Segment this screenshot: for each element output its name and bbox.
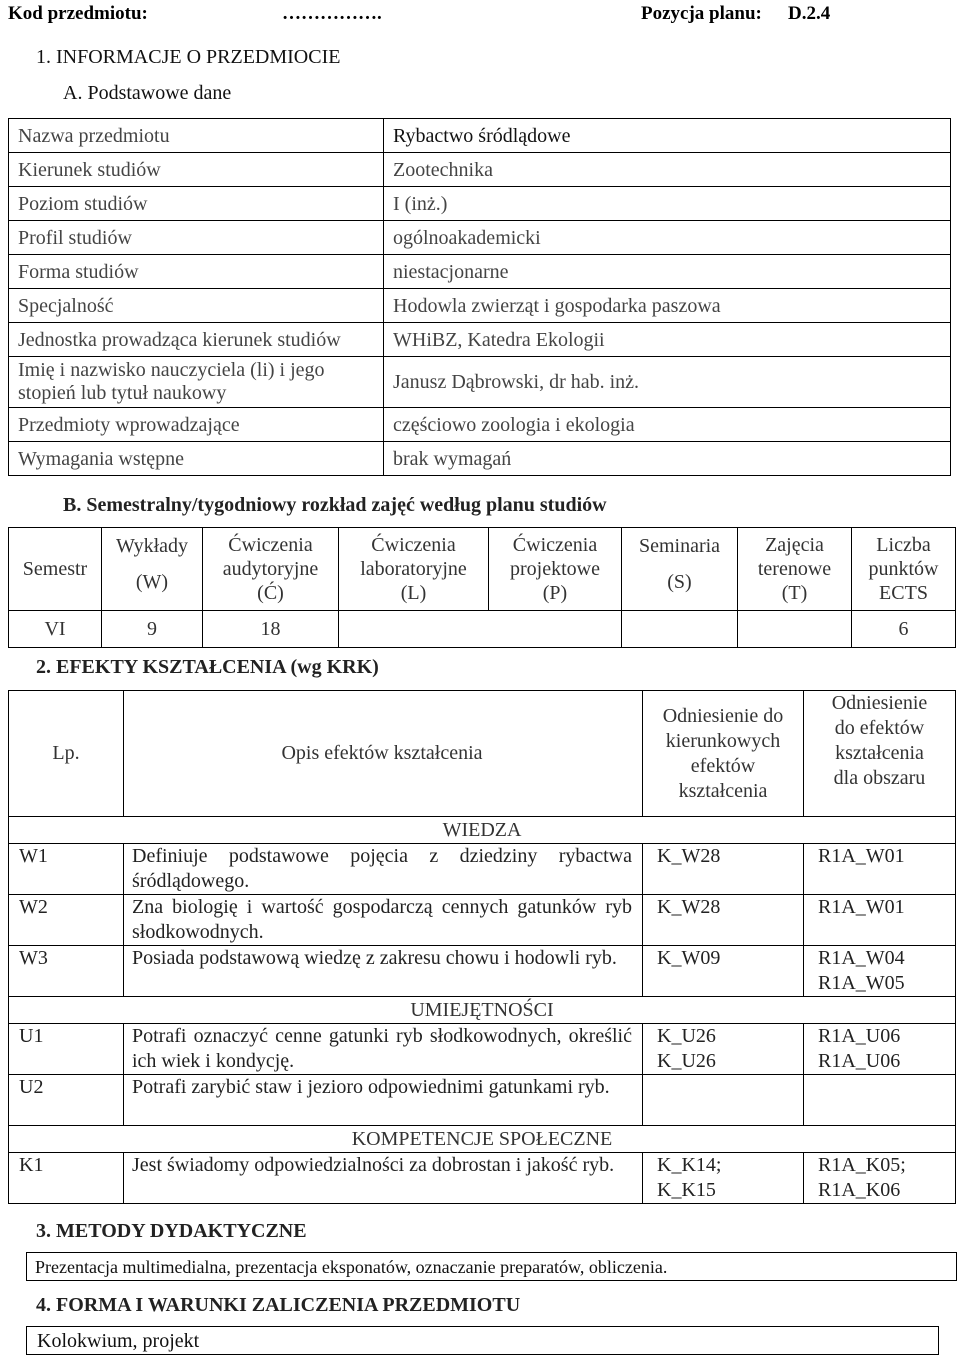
assessment-box [26,1326,939,1355]
effect-lp: U1 [9,1024,124,1075]
header-lp: Lp. [9,691,124,817]
basic-row [9,255,951,289]
basic-row [9,323,951,357]
effect-kier [643,1075,804,1126]
basic-label: Nazwa przedmiotu [9,119,384,153]
header-cw-projektowe: Ćwiczenia projektowe (P) [489,528,622,611]
basic-row [9,357,951,408]
header-kierunkowe: Odniesienie do kierunkowych efektów kształcenia [643,691,804,817]
basic-row [9,408,951,442]
basic-label: Jednostka prowadząca kierunek studiów [9,323,384,357]
pozycja-planu-value: D.2.4 [788,3,831,24]
effect-lp: K1 [9,1153,124,1204]
effect-obszar: R1A_W04 R1A_W05 [804,946,956,997]
basic-row [9,153,951,187]
basic-label: Poziom studiów [9,187,384,221]
basic-label: Imię i nazwisko nauczyciela (li) i jego stopień lub tytuł naukowy [9,357,384,408]
basic-row [9,442,951,476]
cell-seminaria [622,611,738,648]
basic-value: brak wymagań [384,442,951,476]
group-row [9,1126,956,1153]
basic-value: Hodowla zwierząt i gospodarka paszowa [384,289,951,323]
basic-row [9,119,951,153]
effect-obszar [804,1075,956,1126]
basic-label: Wymagania wstępne [9,442,384,476]
cell-ects: 6 [852,611,956,648]
group-row [9,817,956,844]
effect-row [9,946,956,997]
effect-desc: Potrafi oznaczyć cenne gatunki ryb słodkowodnych, określić ich wiek i kondycję. [124,1024,643,1075]
basic-row [9,289,951,323]
basic-row [9,221,951,255]
effect-kier: K_W09 [643,946,804,997]
effect-row [9,1075,956,1126]
header-opis: Opis efektów kształcenia [124,691,643,817]
cell-cw-audytoryjne: 18 [203,611,339,648]
section-a-subtitle: A. Podstawowe dane [63,82,232,104]
cell-semestr: VI [9,611,102,648]
group-row [9,997,956,1024]
basic-data-table [8,118,951,476]
effect-desc: Posiada podstawową wiedzę z zakresu chowu i hodowli ryb. [124,946,643,997]
effect-obszar: R1A_W01 [804,844,956,895]
effect-row [9,1024,956,1075]
effect-desc: Definiuje podstawowe pojęcia z dziedziny rybactwa śródlądowego. [124,844,643,895]
effect-row [9,844,956,895]
effect-obszar: R1A_K05; R1A_K06 [804,1153,956,1204]
section-b-title: B. Semestralny/tygodniowy rozkład zajęć według planu studiów [63,494,607,516]
methods-box [26,1252,957,1281]
basic-label: Profil studiów [9,221,384,255]
basic-value: niestacjonarne [384,255,951,289]
effect-row [9,1153,956,1204]
section-4-title: 4. FORMA I WARUNKI ZALICZENIA PRZEDMIOTU [36,1294,521,1316]
effect-lp: W3 [9,946,124,997]
effect-lp: U2 [9,1075,124,1126]
assessment-text: Kolokwium, projekt [37,1330,200,1352]
basic-value: częściowo zoologia i ekologia [384,408,951,442]
effect-kier: K_K14; K_K15 [643,1153,804,1204]
header-seminaria: Seminaria (S) [622,528,738,611]
header-zajecia-terenowe: Zajęcia terenowe (T) [738,528,852,611]
methods-text: Prezentacja multimedialna, prezentacja eksponatów, oznaczanie preparatów, obliczenia. [35,1257,668,1277]
effect-row [9,895,956,946]
effects-header-row [9,691,956,817]
section-1-title: 1. INFORMACJE O PRZEDMIOCIE [36,46,341,68]
effect-lp: W2 [9,895,124,946]
cell-zajecia [738,611,852,648]
effect-obszar: R1A_W01 [804,895,956,946]
effect-desc: Potrafi zarybić staw i jezioro odpowiednimi gatunkami ryb. [124,1075,643,1126]
basic-value: Zootechnika [384,153,951,187]
cell-wyklady: 9 [102,611,203,648]
header-wyklady: Wykłady (W) [102,528,203,611]
group-kompetencje: KOMPETENCJE SPOŁECZNE [9,1126,956,1153]
group-wiedza: WIEDZA [9,817,956,844]
cell-cw-lab-proj [339,611,622,648]
basic-value: I (inż.) [384,187,951,221]
schedule-table [8,527,956,648]
basic-value: Janusz Dąbrowski, dr hab. inż. [384,357,951,408]
effect-kier: K_W28 [643,895,804,946]
pozycja-planu-label: Pozycja planu: [641,3,762,24]
kod-przedmiotu-value: ……………. [282,3,382,24]
effect-kier: K_W28 [643,844,804,895]
section-3-title: 3. METODY DYDAKTYCZNE [36,1220,307,1242]
basic-value: Rybactwo śródlądowe [384,119,951,153]
effect-lp: W1 [9,844,124,895]
kod-przedmiotu-label: Kod przedmiotu: [8,3,148,24]
basic-value: ogólnoakademicki [384,221,951,255]
header-obszar: Odniesienie do efektów kształcenia dla obszaru [804,691,956,817]
effect-obszar: R1A_U06 R1A_U06 [804,1024,956,1075]
basic-label: Forma studiów [9,255,384,289]
group-umiejetnosci: UMIEJĘTNOŚCI [9,997,956,1024]
basic-label: Specjalność [9,289,384,323]
effect-desc: Jest świadomy odpowiedzialności za dobrostan i jakość ryb. [124,1153,643,1204]
header-semestr: Semestr [9,528,102,611]
schedule-header-row [9,528,956,611]
basic-label: Kierunek studiów [9,153,384,187]
header-cw-laboratoryjne: Ćwiczenia laboratoryjne (L) [339,528,489,611]
header-cw-audytoryjne: Ćwiczenia audytoryjne (Ć) [203,528,339,611]
header-ects: Liczba punktów ECTS [852,528,956,611]
effect-kier: K_U26 K_U26 [643,1024,804,1075]
effect-desc: Zna biologię i wartość gospodarczą cennych gatunków ryb słodkowodnych. [124,895,643,946]
section-2-title: 2. EFEKTY KSZTAŁCENIA (wg KRK) [36,656,379,678]
schedule-data-row [9,611,956,648]
basic-label: Przedmioty wprowadzające [9,408,384,442]
effects-table [8,690,956,1204]
basic-row [9,187,951,221]
basic-value: WHiBZ, Katedra Ekologii [384,323,951,357]
